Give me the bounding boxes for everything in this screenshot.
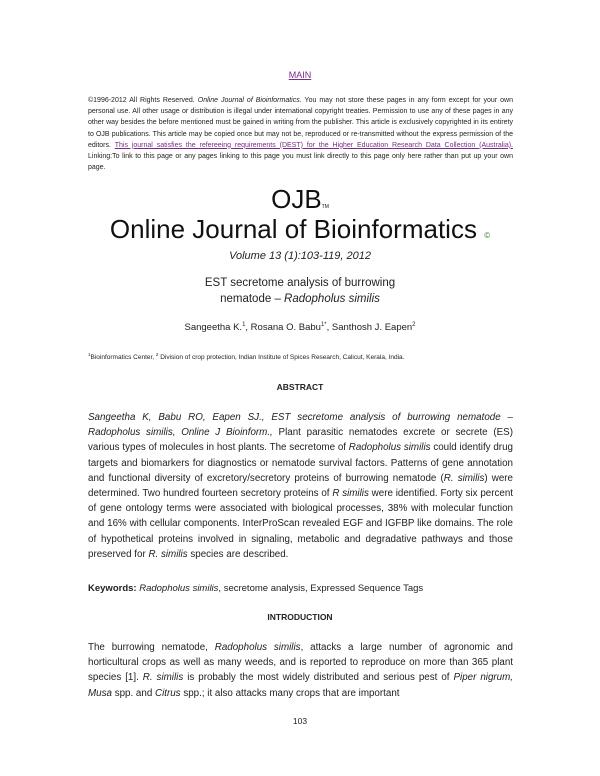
- abstract-text: Plant parasitic nematodes excrete or secrete (ES) various types of molecules in host plants. The secretome of: [88, 427, 513, 454]
- species-name: Citrus: [155, 687, 181, 699]
- page-number: 103: [292, 716, 308, 726]
- dest-requirements-link[interactable]: This journal satisfies the refereeing requirements (DEST) for the Higher Education Research Data Collection (Australia).: [114, 141, 513, 149]
- affiliations: [88, 352, 513, 361]
- keywords-colon: :: [133, 583, 140, 594]
- author-list: [0, 322, 600, 333]
- species-name: R. similis: [443, 472, 485, 484]
- article-title-line2: [0, 291, 600, 307]
- trademark-mark: TM: [321, 204, 329, 210]
- intro-text: spp. and: [111, 687, 155, 699]
- journal-title: [0, 214, 600, 245]
- copyright-text-body: . You may not store these pages in any form except for your own personal use. All other usage or distribution is illegal under international copyright treaties. Permission to use any of these pages in any other way besides the before mentioned must be gained in writing from the publisher. This article is exclusively copyrighted in its entirety to OJB publications. This article may be copied once but may not be, reproduced or re-transmitted without the express permission of the editors.: [88, 97, 513, 149]
- journal-title-text: Online Journal of Bioinformatics: [109, 214, 477, 244]
- author-2-affil: 1*: [320, 322, 327, 328]
- abstract-text: species are described.: [187, 548, 289, 560]
- species-name: Radopholus similis: [348, 442, 431, 454]
- author-1-affil: 1: [242, 322, 246, 328]
- species-name: Radopholus similis: [214, 642, 301, 653]
- species-name: R similis: [332, 488, 369, 500]
- intro-text: , attacks a large number of agronomic and horticultural crops as well as many weeds, and is reported to reproduce on more than 365 plant species [1].: [88, 642, 513, 684]
- article-title-species: Radopholus similis: [284, 293, 380, 305]
- introduction-heading: INTRODUCTION: [267, 612, 333, 622]
- affiliation-2: Division of crop protection, Indian Institute of Spices Research, Calicut, Kerala, India.: [158, 354, 405, 362]
- author-1: Sangeetha K.: [184, 322, 243, 334]
- abstract-text: could identify drug targets and biomarkers for diagnostics or nematode survival factors. Patterns of gene annotation and functional diversity of excretory/secretory proteins of burrowing nematode (: [88, 442, 513, 484]
- copyright-symbol: ©: [484, 231, 491, 240]
- introduction-body: [88, 640, 513, 701]
- author-2: , Rosana O. Babu: [245, 322, 321, 334]
- copyright-notice: [88, 95, 513, 173]
- abstract-heading: ABSTRACT: [276, 382, 324, 392]
- copyright-linking-text: Linking:To link to this page or any pages linking to this page you must link directly to this page only here rather than put up your own page.: [88, 153, 513, 172]
- species-name: Piper nigrum, Musa: [88, 672, 513, 699]
- abstract-text: ) were determined. Two hundred fourteen secretory proteins of: [88, 472, 513, 500]
- affiliation-1: Bioinformatics Center,: [90, 354, 156, 362]
- species-name: R. similis: [142, 672, 184, 684]
- species-name: R. similis: [148, 548, 188, 560]
- keywords-label: Keywords: [88, 583, 134, 594]
- copyright-text: ©1996-2012 All Rights Reserved.: [88, 97, 198, 104]
- main-link[interactable]: MAIN: [288, 70, 312, 80]
- keywords: [88, 583, 513, 594]
- keyword-species: Radopholus similis: [139, 583, 219, 594]
- affil-marker-1: 1: [88, 352, 91, 357]
- affil-marker-2: 2: [155, 352, 159, 357]
- journal-acronym-text: OJB: [271, 184, 322, 214]
- abstract-body: [88, 410, 513, 562]
- journal-acronym: [0, 184, 600, 215]
- article-title: [0, 275, 600, 307]
- intro-text: is probably the most widely distributed and serious pest of: [183, 672, 454, 684]
- article-title-line1: EST secretome analysis of burrowing: [204, 277, 396, 289]
- author-3: , Santhosh J. Eapen: [326, 322, 413, 334]
- intro-text: spp.; it also attacks many crops that are important: [180, 687, 400, 699]
- intro-text: The burrowing nematode,: [88, 642, 215, 653]
- abstract-text: were identified. Forty six percent of gene ontology terms were associated with biological processes, 38% with molecular function and 16% with cellular components. InterProScan revealed EGF and IGFBP like domains. The role of hypothetical proteins involved in signaling, metabolic and degradative pathways and those preserved for: [88, 488, 514, 560]
- copyright-journal-name: Online Journal of Bioinformatics: [197, 97, 300, 104]
- volume-info: Volume 13 (1):103-119, 2012: [229, 250, 371, 262]
- abstract-citation: Sangeetha K, Babu RO, Eapen SJ., EST secretome analysis of burrowing nematode – Radopholus similis, Online J Bioinform.,: [88, 412, 513, 439]
- author-3-affil: 2: [412, 322, 416, 328]
- keyword-list: , secretome analysis, Expressed Sequence Tags: [218, 583, 424, 594]
- article-title-prefix: nematode –: [220, 293, 285, 305]
